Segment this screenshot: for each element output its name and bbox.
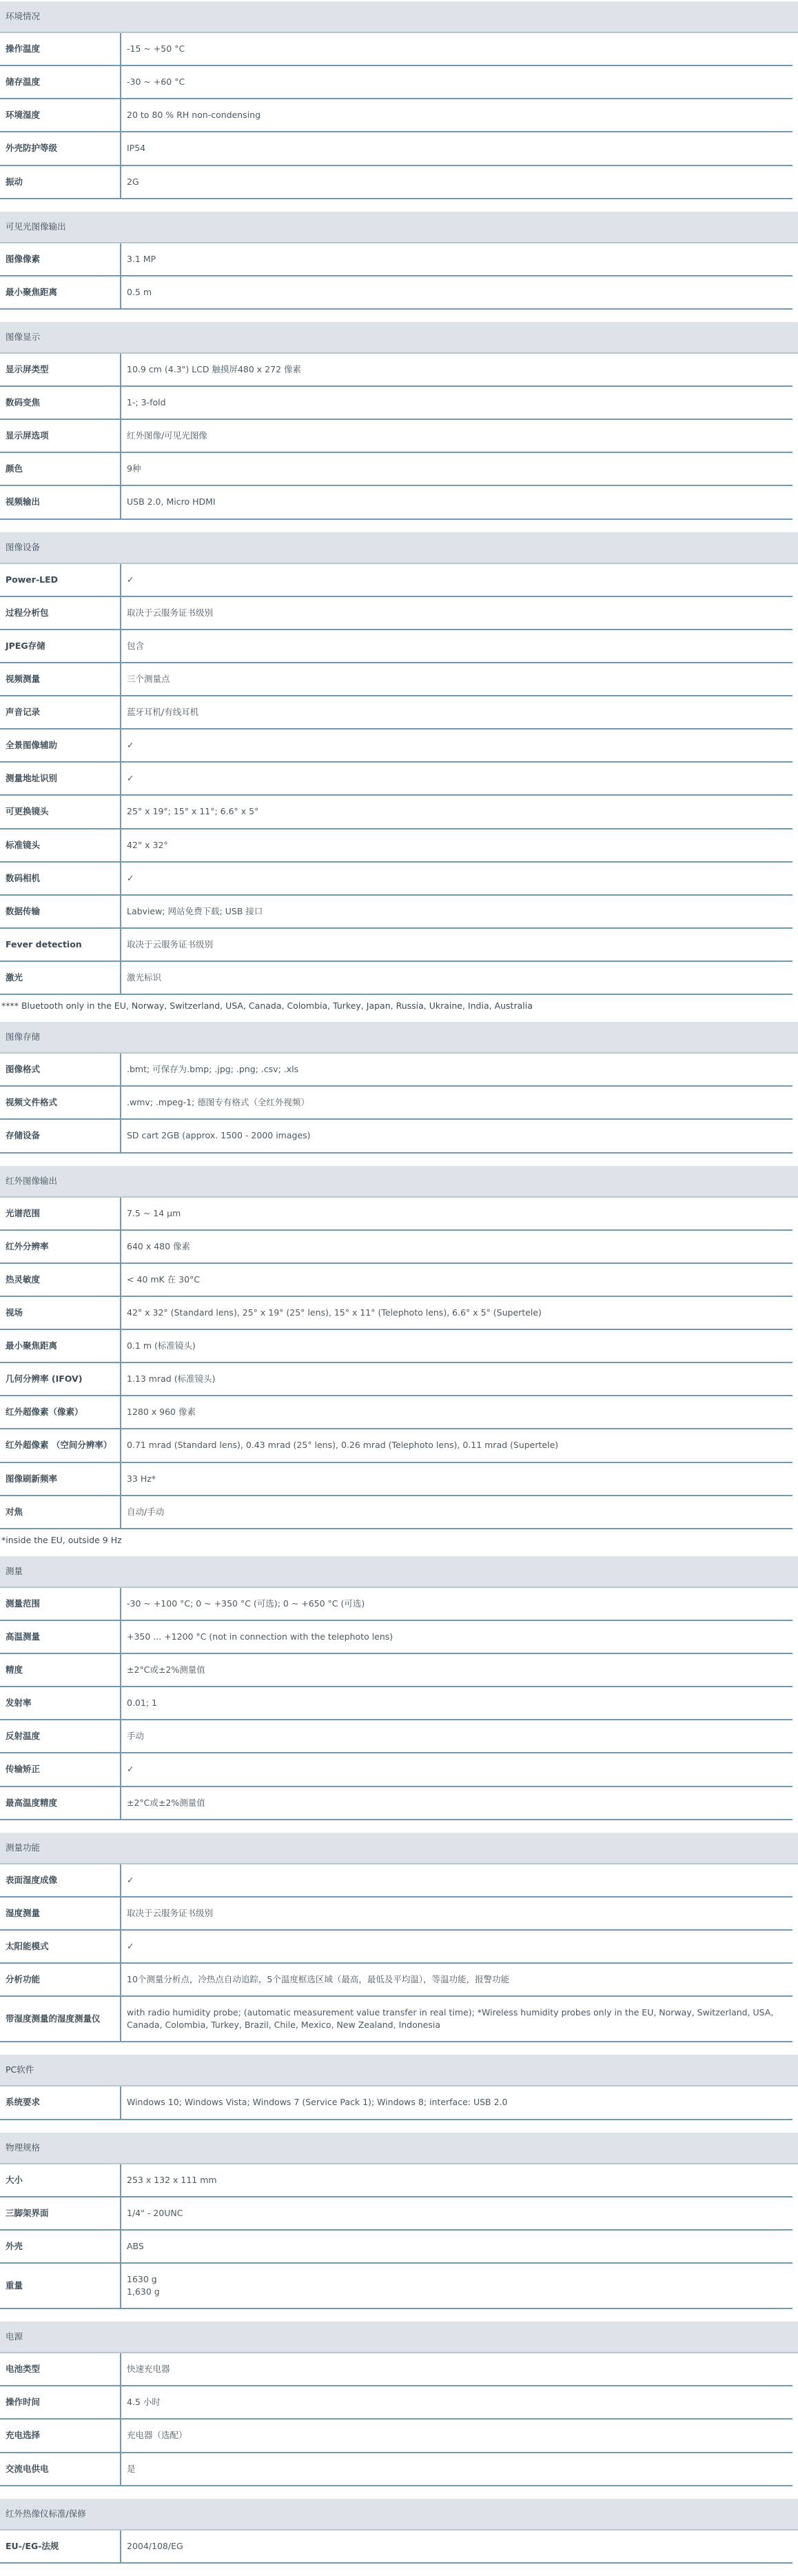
section-title: 物理规格 [0,2133,798,2164]
spec-value: ±2°C或±2%测量值 [121,1653,792,1687]
spec-row [0,99,792,132]
spec-label: 对焦 [0,1496,121,1529]
spec-label: 红外分辨率 [0,1230,121,1263]
spec-table [0,33,792,199]
spec-table [0,2086,792,2120]
spec-row [0,961,792,994]
spec-label: 数码相机 [0,862,121,895]
section-title: 测量 [0,1556,798,1588]
spec-section [0,1,798,199]
spec-value: .wmv; .mpeg-1; 德图专有格式（全红外视频） [121,1086,792,1119]
spec-value: 42° x 32° [121,829,792,862]
spec-row [0,729,792,762]
section-title: 图像存储 [0,1022,798,1054]
spec-table [0,2164,792,2310]
spec-row [0,386,792,419]
spec-value: -15 ~ +50 °C [121,33,792,66]
spec-row [0,1963,792,1996]
spec-value: 充电器（选配） [121,2419,792,2452]
spec-row [0,485,792,519]
spec-label: 视频测量 [0,663,121,696]
section-footnote: **** Bluetooth only in the EU, Norway, Switzerland, USA, Canada, Colombia, Turkey, Japan, Russia, Ukraine, India, Australia [1,1000,533,1012]
spec-label: 图像格式 [0,1054,121,1086]
section-title: 测量功能 [0,1833,798,1864]
spec-section [0,212,798,310]
spec-label: 带湿度测量的湿度测量仪 [0,1996,121,2042]
section-title: 红外热像仪标准/保修 [0,2499,798,2530]
spec-row [0,1296,792,1329]
spec-row [0,1054,792,1086]
spec-label: EU-/EG-法规 [0,2530,121,2563]
spec-label: 环境湿度 [0,99,121,132]
spec-row [0,1897,792,1930]
spec-row [0,596,792,630]
spec-row [0,2164,792,2197]
spec-label: 最小聚焦距离 [0,276,121,309]
spec-label: 标准镜头 [0,829,121,862]
section-title: 电源 [0,2322,798,2353]
section-title: 图像显示 [0,322,798,354]
spec-row [0,1588,792,1620]
spec-label: JPEG存储 [0,630,121,663]
spec-section [0,2499,798,2564]
spec-value: 1/4" - 20UNC [121,2197,792,2230]
spec-row [0,1687,792,1720]
spec-label: 储存温度 [0,66,121,99]
spec-row [0,2086,792,2119]
spec-section [0,2055,798,2120]
spec-value: ✓ [121,862,792,895]
spec-value: .bmt; 可保存为.bmp; .jpg; .png; .csv; .xls [121,1054,792,1086]
spec-value: < 40 mK 在 30°C [121,1263,792,1296]
spec-row [0,1362,792,1396]
spec-row [0,1198,792,1230]
spec-row [0,1230,792,1263]
spec-value: 取决于云服务证书级别 [121,1897,792,1930]
spec-row [0,1864,792,1897]
spec-row [0,2386,792,2419]
spec-row [0,2263,792,2308]
spec-label: 交流电供电 [0,2453,121,2486]
section-title: 图像设备 [0,532,798,564]
spec-value: 蓝牙耳机/有线耳机 [121,696,792,729]
spec-label: 振动 [0,165,121,199]
spec-label: 大小 [0,2164,121,2197]
spec-label: 最小聚焦距离 [0,1329,121,1362]
spec-row [0,1753,792,1786]
spec-row [0,1396,792,1429]
spec-row [0,1429,792,1462]
spec-value: 0.01; 1 [121,1687,792,1720]
spec-value: Labview; 网站免费下载; USB 接口 [121,895,792,928]
spec-label: 存储设备 [0,1119,121,1152]
spec-label: 太阳能模式 [0,1930,121,1963]
spec-row [0,1653,792,1687]
spec-row [0,895,792,928]
spec-label: 外壳 [0,2230,121,2263]
spec-value: SD cart 2GB (approx. 1500 - 2000 images) [121,1119,792,1152]
spec-value: 0.1 m (标准镜头) [121,1329,792,1362]
spec-table [0,2353,792,2486]
spec-row [0,1263,792,1296]
spec-row [0,2530,792,2563]
spec-row [0,2230,792,2263]
spec-table [0,1198,792,1529]
spec-label: 最高温度精度 [0,1787,121,1820]
spec-row [0,630,792,663]
spec-value: 253 x 132 x 111 mm [121,2164,792,2197]
spec-label: 红外超像素（像素） [0,1396,121,1429]
spec-row [0,1787,792,1820]
spec-label: 三脚架界面 [0,2197,121,2230]
spec-value: 2G [121,165,792,199]
spec-value: ✓ [121,1930,792,1963]
spec-value: 激光标识 [121,961,792,994]
spec-value: 4.5 小时 [121,2386,792,2419]
spec-row [0,276,792,309]
spec-label: 显示屏选项 [0,419,121,452]
spec-section [0,1166,798,1556]
spec-label: 全景图像辅助 [0,729,121,762]
spec-label: 系统要求 [0,2086,121,2119]
spec-section [0,1833,798,2043]
spec-value: 手动 [121,1720,792,1753]
spec-value: 640 x 480 像素 [121,1230,792,1263]
spec-value: ±2°C或±2%测量值 [121,1787,792,1820]
spec-value: 0.71 mrad (Standard lens), 0.43 mrad (25° lens), 0.26 mrad (Telephoto lens), 0.11 mrad (Supertele) [121,1429,792,1462]
spec-row [0,2353,792,2386]
spec-label: 充电选择 [0,2419,121,2452]
spec-label: 视场 [0,1296,121,1329]
spec-row [0,354,792,386]
spec-label: 可更换镜头 [0,795,121,828]
spec-label: 几何分辨率 (IFOV) [0,1362,121,1396]
spec-table [0,243,792,310]
spec-row [0,564,792,596]
spec-row [0,452,792,485]
spec-value: -30 ~ +100 °C; 0 ~ +350 °C (可选); 0 ~ +650 °C (可选) [121,1588,792,1620]
spec-value: 快速充电器 [121,2353,792,2386]
spec-label: 分析功能 [0,1963,121,1996]
spec-value: ✓ [121,762,792,795]
spec-row [0,696,792,729]
spec-section [0,1556,798,1820]
spec-label: 图像刷新频率 [0,1462,121,1496]
spec-value: 三个测量点 [121,663,792,696]
spec-value: 10个测量分析点，冷热点自动追踪，5个温度框选区域（最高，最低及平均温），等温功能，报警功能 [121,1963,792,1996]
spec-value: 红外图像/可见光图像 [121,419,792,452]
spec-row [0,762,792,795]
spec-value: USB 2.0, Micro HDMI [121,485,792,519]
spec-row [0,862,792,895]
spec-label: 过程分析包 [0,596,121,630]
spec-table [0,2530,792,2564]
spec-row [0,33,792,66]
spec-value: 0.5 m [121,276,792,309]
spec-row [0,2453,792,2486]
spec-value: with radio humidity probe; (automatic measurement value transfer in real time); *Wireless humidity probes only in the EU, Norway, Switzerland, USA, Canada, Colombia, Turkey, Brazil, Chile, Mexico, New Zealand, Indonesia [121,1996,792,2042]
spec-section [0,532,798,1023]
spec-label: 数据传输 [0,895,121,928]
spec-table [0,1864,792,2043]
spec-row [0,2419,792,2452]
spec-label: Power-LED [0,564,121,596]
spec-row [0,928,792,961]
section-title: 环境情况 [0,1,798,33]
spec-value: 取决于云服务证书级别 [121,928,792,961]
spec-label: 外壳防护等级 [0,132,121,165]
spec-row [0,132,792,165]
spec-value: 25° x 19°; 15° x 11°; 6.6° x 5° [121,795,792,828]
spec-value: ✓ [121,564,792,596]
spec-row [0,1462,792,1496]
spec-label: 光谱范围 [0,1198,121,1230]
spec-value: 33 Hz* [121,1462,792,1496]
spec-row [0,663,792,696]
spec-row [0,165,792,199]
spec-section [0,2133,798,2310]
spec-row [0,795,792,828]
spec-section [0,1022,798,1153]
spec-value: 1630 g 1,630 g [121,2263,792,2308]
spec-label: 电池类型 [0,2353,121,2386]
spec-value: IP54 [121,132,792,165]
spec-row [0,1329,792,1362]
spec-value: 20 to 80 % RH non-condensing [121,99,792,132]
spec-value: 1-; 3-fold [121,386,792,419]
spec-value: -30 ~ +60 °C [121,66,792,99]
spec-label: Fever detection [0,928,121,961]
spec-label: 测量地址识别 [0,762,121,795]
spec-label: 显示屏类型 [0,354,121,386]
spec-row [0,1496,792,1529]
spec-row [0,1086,792,1119]
spec-row [0,829,792,862]
spec-table [0,564,792,996]
spec-label: 声音记录 [0,696,121,729]
spec-label: 湿度测量 [0,1897,121,1930]
spec-label: 数码变焦 [0,386,121,419]
spec-value: +350 ... +1200 °C (not in connection with the telephoto lens) [121,1620,792,1653]
spec-value: 1280 x 960 像素 [121,1396,792,1429]
spec-label: 传输矫正 [0,1753,121,1786]
spec-label: 表面湿度成像 [0,1864,121,1897]
spec-label: 红外超像素 （空间分辨率） [0,1429,121,1462]
section-title: 红外图像输出 [0,1166,798,1198]
spec-row [0,1720,792,1753]
spec-value: ✓ [121,729,792,762]
spec-row [0,1620,792,1653]
spec-value: 取决于云服务证书级别 [121,596,792,630]
spec-label: 颜色 [0,452,121,485]
spec-label: 视频输出 [0,485,121,519]
spec-value: 3.1 MP [121,243,792,276]
spec-label: 操作时间 [0,2386,121,2419]
section-footnote: *inside the EU, outside 9 Hz [1,1534,122,1545]
spec-label: 热灵敏度 [0,1263,121,1296]
spec-value: 7.5 ~ 14 µm [121,1198,792,1230]
spec-label: 图像像素 [0,243,121,276]
spec-value: ABS [121,2230,792,2263]
spec-row [0,419,792,452]
spec-value: 2004/108/EG [121,2530,792,2563]
spec-value: ✓ [121,1753,792,1786]
spec-value: 42° x 32° (Standard lens), 25° x 19° (25° lens), 15° x 11° (Telephoto lens), 6.6° x 5° (Supertele) [121,1296,792,1329]
spec-section [0,322,798,520]
spec-label: 高温测量 [0,1620,121,1653]
spec-row [0,1930,792,1963]
spec-value: 自动/手动 [121,1496,792,1529]
spec-row [0,1119,792,1152]
spec-value: ✓ [121,1864,792,1897]
spec-label: 重量 [0,2263,121,2308]
spec-row [0,1996,792,2042]
spec-label: 操作温度 [0,33,121,66]
spec-label: 视频文件格式 [0,1086,121,1119]
spec-value: 10.9 cm (4.3") LCD 触摸屏480 x 272 像素 [121,354,792,386]
spec-value: 9种 [121,452,792,485]
spec-table [0,354,792,520]
section-title: PC软件 [0,2055,798,2086]
spec-section [0,2322,798,2486]
spec-label: 精度 [0,1653,121,1687]
spec-label: 反射温度 [0,1720,121,1753]
spec-row [0,66,792,99]
spec-table [0,1054,792,1153]
spec-row [0,2197,792,2230]
spec-value: 是 [121,2453,792,2486]
section-title: 可见光图像输出 [0,212,798,243]
spec-label: 发射率 [0,1687,121,1720]
spec-label: 激光 [0,961,121,994]
spec-table [0,1588,792,1820]
spec-label: 测量范围 [0,1588,121,1620]
spec-value: Windows 10; Windows Vista; Windows 7 (Service Pack 1); Windows 8; interface: USB 2.0 [121,2086,792,2119]
spec-row [0,243,792,276]
spec-value: 1.13 mrad (标准镜头) [121,1362,792,1396]
spec-value: 包含 [121,630,792,663]
